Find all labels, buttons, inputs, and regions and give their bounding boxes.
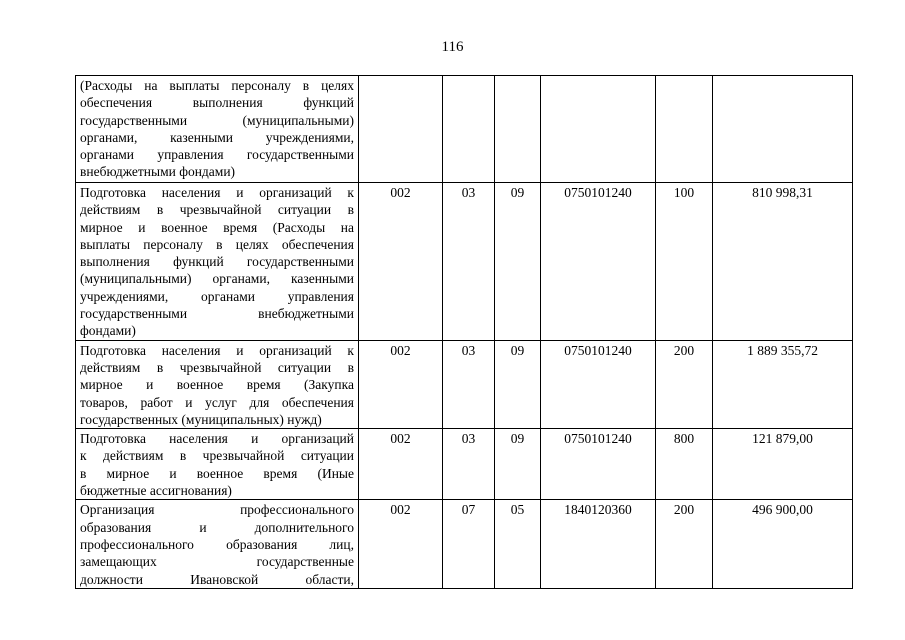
description-line: органами, казенными учреждениями, xyxy=(80,129,354,145)
description-line: действиям в чрезвычайной ситуации в xyxy=(80,202,354,218)
amount-cell: 810 998,31 xyxy=(713,183,853,341)
table-row xyxy=(76,500,853,588)
ministry-code-cell: 002 xyxy=(359,340,443,428)
description-line: государственными (муниципальными) xyxy=(80,112,354,128)
section-code-cell: 03 xyxy=(443,429,495,500)
description-line: Подготовка населения и организаций к xyxy=(80,342,354,358)
description-line: фондами) xyxy=(80,323,136,339)
amount-cell: 496 900,00 xyxy=(713,500,853,588)
description-line: Подготовка населения и организаций xyxy=(80,431,354,447)
description-cell xyxy=(76,429,359,500)
section-code-cell: 07 xyxy=(443,500,495,588)
target-article-cell: 0750101240 xyxy=(541,183,656,341)
amount-cell xyxy=(713,76,853,183)
section-code-cell: 03 xyxy=(443,340,495,428)
description-line: (Расходы на выплаты персоналу в целях xyxy=(80,78,354,93)
description-line: внебюджетными фондами) xyxy=(80,164,236,180)
description-cell xyxy=(76,183,359,341)
description-line: мирное и военное время (Закупка xyxy=(80,377,354,393)
description-line: замещающих государственные xyxy=(80,554,354,570)
description-line: выполнения функций государственными xyxy=(80,254,354,270)
page-number: 116 xyxy=(441,39,464,55)
ministry-code-cell: 002 xyxy=(359,183,443,341)
description-line: государственных (муниципальных) нужд) xyxy=(80,411,322,427)
amount-cell: 1 889 355,72 xyxy=(713,340,853,428)
description-line: Подготовка населения и организаций к xyxy=(80,185,354,200)
amount-cell: 121 879,00 xyxy=(713,429,853,500)
subsection-code-cell xyxy=(495,76,541,183)
ministry-code-cell: 002 xyxy=(359,429,443,500)
description-line: должности Ивановской области, xyxy=(80,571,354,587)
description-line: обеспечения выполнения функций xyxy=(80,95,354,111)
ministry-code-cell: 002 xyxy=(359,500,443,588)
subsection-code-cell: 09 xyxy=(495,429,541,500)
description-line: органами управления государственными xyxy=(80,147,354,163)
expense-type-cell: 200 xyxy=(656,500,713,588)
table-row xyxy=(76,340,853,428)
description-line: действиям в чрезвычайной ситуации в xyxy=(80,359,354,375)
description-line: выплаты персоналу в целях обеспечения xyxy=(80,236,354,252)
target-article-cell xyxy=(541,76,656,183)
description-cell xyxy=(76,500,359,588)
description-line: государственными внебюджетными xyxy=(80,306,354,322)
description-line: мирное и военное время (Расходы на xyxy=(80,219,354,235)
section-code-cell xyxy=(443,76,495,183)
subsection-code-cell: 09 xyxy=(495,183,541,341)
subsection-code-cell: 05 xyxy=(495,500,541,588)
table-row xyxy=(76,429,853,500)
table-row xyxy=(76,76,853,183)
description-line: образования и дополнительного xyxy=(80,519,354,535)
description-line: учреждениями, органами управления xyxy=(80,288,354,304)
target-article-cell: 0750101240 xyxy=(541,429,656,500)
expense-type-cell: 100 xyxy=(656,183,713,341)
description-line: к действиям в чрезвычайной ситуации xyxy=(80,448,354,464)
expense-type-cell: 800 xyxy=(656,429,713,500)
description-cell xyxy=(76,340,359,428)
description-line: товаров, работ и услуг для обеспечения xyxy=(80,394,354,410)
expense-type-cell xyxy=(656,76,713,183)
description-line: (муниципальными) органами, казенными xyxy=(80,271,354,287)
description-cell xyxy=(76,76,359,183)
target-article-cell: 0750101240 xyxy=(541,340,656,428)
target-article-cell: 1840120360 xyxy=(541,500,656,588)
description-line: Организация профессионального xyxy=(80,502,354,518)
description-line: бюджетные ассигнования) xyxy=(80,483,232,499)
ministry-code-cell xyxy=(359,76,443,183)
expense-type-cell: 200 xyxy=(656,340,713,428)
description-line: в мирное и военное время (Иные xyxy=(80,465,354,481)
table-row xyxy=(76,183,853,341)
description-line: профессионального образования лиц, xyxy=(80,536,354,552)
budget-table xyxy=(75,75,853,589)
section-code-cell: 03 xyxy=(443,183,495,341)
subsection-code-cell: 09 xyxy=(495,340,541,428)
